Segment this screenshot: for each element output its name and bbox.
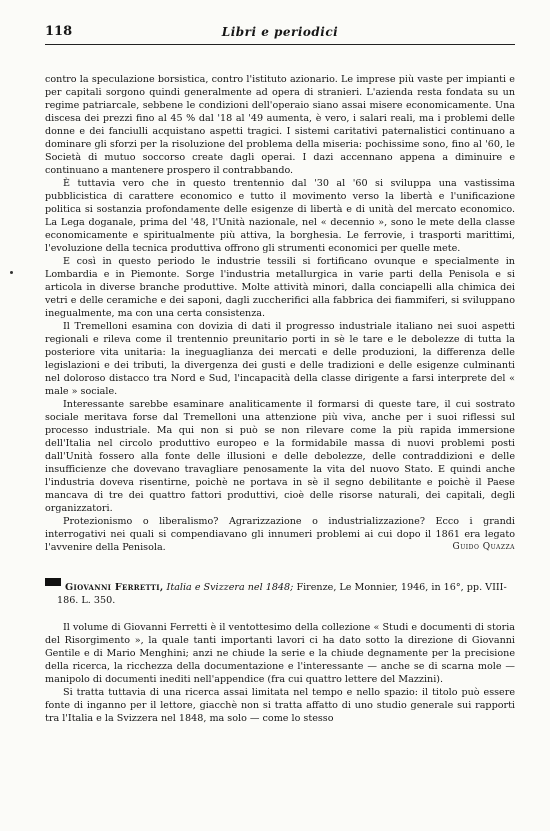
review-paragraph: Il volume di Giovanni Ferretti è il ventottesimo della collezione « Studi e documenti di storia del Risorgimento », la quale tanti importanti lavori ci ha dato sotto la direzione di Giovanni Gentile e di Mario Menghini; anzi ne chiude la serie e la chiude degnamente per la precisione della ricerca, la ricchezza della documentazione e l'interessante — anche se di scarna mole — manipolo di documenti inediti nell'appendice (fra cui quattro lettere del Mazzini).: [45, 622, 515, 685]
review-body: [45, 621, 515, 725]
page: [45, 20, 515, 725]
margin-mark: [10, 271, 13, 274]
review-citation: [45, 578, 515, 607]
article-body: [45, 73, 515, 554]
article-paragraph: contro la speculazione borsistica, contro l'istituto azionario. Le imprese più vaste per impianti e per capitali sorgono quindi generalmente ad opera di stranieri. L'azienda resta fondata su un regime patriarcale, sebbene le condizioni dell'operaio siano assai misere economicamente. Una discesa dei prezzi fino al 45 % dal '18 al '49 aumenta, è vero, i salari reali, ma i problemi delle donne e dei fanciulli acquistano aspetti tragici. I sistemi caritativi paternalistici continuano a dominare gli sforzi per la risoluzione del problema della miseria: pochissime sono, fino al '60, le Società di mutuo soccorso create dagli operai. I dazi accennano appena a diminuire e continuano a mantenere prospero il contrabbando.: [45, 74, 515, 176]
running-title: Libri e periodici: [221, 25, 339, 39]
review-publication: Firenze, Le Monnier, 1946, in 16°, pp. VIII-186. L. 350.: [57, 582, 507, 606]
article-paragraph: Il Tremelloni esamina con dovizia di dati il progresso industriale italiano nei suoi aspetti regionali e rileva come il trentennio preunitario porti in sè le tare e le debolezze di tutta la posteriore vita unitaria: la ineguaglianza dei mercati e delle produzioni, la differenza delle legislazioni e dei tributi, la divergenza dei gusti e delle tradizioni e delle esigenze culminanti nel doloroso distacco tra Nord e Sud, l'incapacità della classe dirigente a farsi interprete del « male » sociale.: [45, 321, 515, 397]
review-paragraph: Si tratta tuttavia di una ricerca assai limitata nel tempo e nello spazio: il titolo può essere fonte di inganno per il lettore, giacchè non si tratta affatto di uno studio generale sui rapporti tra l'Italia e la Svizzera nel 1848, ma solo — come lo stesso: [45, 687, 515, 724]
review-author: Giovanni Ferretti,: [65, 582, 164, 593]
review-book-title: Italia e Svizzera nel 1848;: [166, 582, 294, 593]
article-paragraph: Protezionismo o liberalismo? Agrarizzazione o industrializzazione? Ecco i grandi interrogativi nei quali si compendiavano gli innumeri problemi ai cui dopo il 1861 era legato l'avvenire della Penisola.: [45, 516, 515, 553]
author-signature: Guido Quazza: [445, 542, 515, 552]
page-number: 118: [45, 24, 73, 39]
page-header: [45, 20, 515, 45]
article-paragraph: E così in questo periodo le industrie tessili si fortificano ovunque e specialmente in Lombardia e in Piemonte. Sorge l'industria metallurgica in varie parti della Penisola e si articola in diverse branche produttive. Molte attività minori, dalla conciapelli alla chimica dei vetri e delle ceramiche e dei saponi, dagli zuccherifici alla fabbrica dei fiammiferi, si sviluppano inegualmente, ma con una certa consistenza.: [45, 256, 515, 319]
book-review: [45, 578, 515, 725]
article-paragraph: Interessante sarebbe esaminare analiticamente il formarsi di queste tare, il cui sostrato sociale meritava forse dal Tremelloni una attenzione più viva, anche per i suoi riflessi sul processo industriale. Ma qui non si può se non rilevare come la più rapida immersione dell'Italia nel circolo produttivo europeo e la formidabile massa di nuovi problemi posti dall'Unità fossero alla fonte delle illusioni e delle debolezze, delle contraddizioni e delle insufficienze che dovevano travagliare penosamente la vita del nuovo Stato. E quindi anche l'industria doveva risentirne, poichè ne portava in sè il segno debilitante e poichè il Paese mancava di tre dei quattro fattori produttivi, cioè delle risorse naturali, dei capitali, degli organizzatori.: [45, 399, 515, 514]
redaction-mark: [45, 578, 61, 586]
article-paragraph: È tuttavia vero che in questo trentennio dal '30 al '60 si sviluppa una vastissima pubblicistica di carattere economico e tutto il movimento verso la libertà e l'unificazione politica si sostanzia profondamente delle esigenze di libertà e di unità del mercato economico. La Lega doganale, prima del '48, l'Unità nazionale, nel « decennio », sono le mete della classe economicamente e spiritualmente più attiva, la borghesia. Le ferrovie, i trasporti marittimi, l'evoluzione della tecnica produttiva offrono gli strumenti economici per quelle mete.: [45, 178, 515, 254]
